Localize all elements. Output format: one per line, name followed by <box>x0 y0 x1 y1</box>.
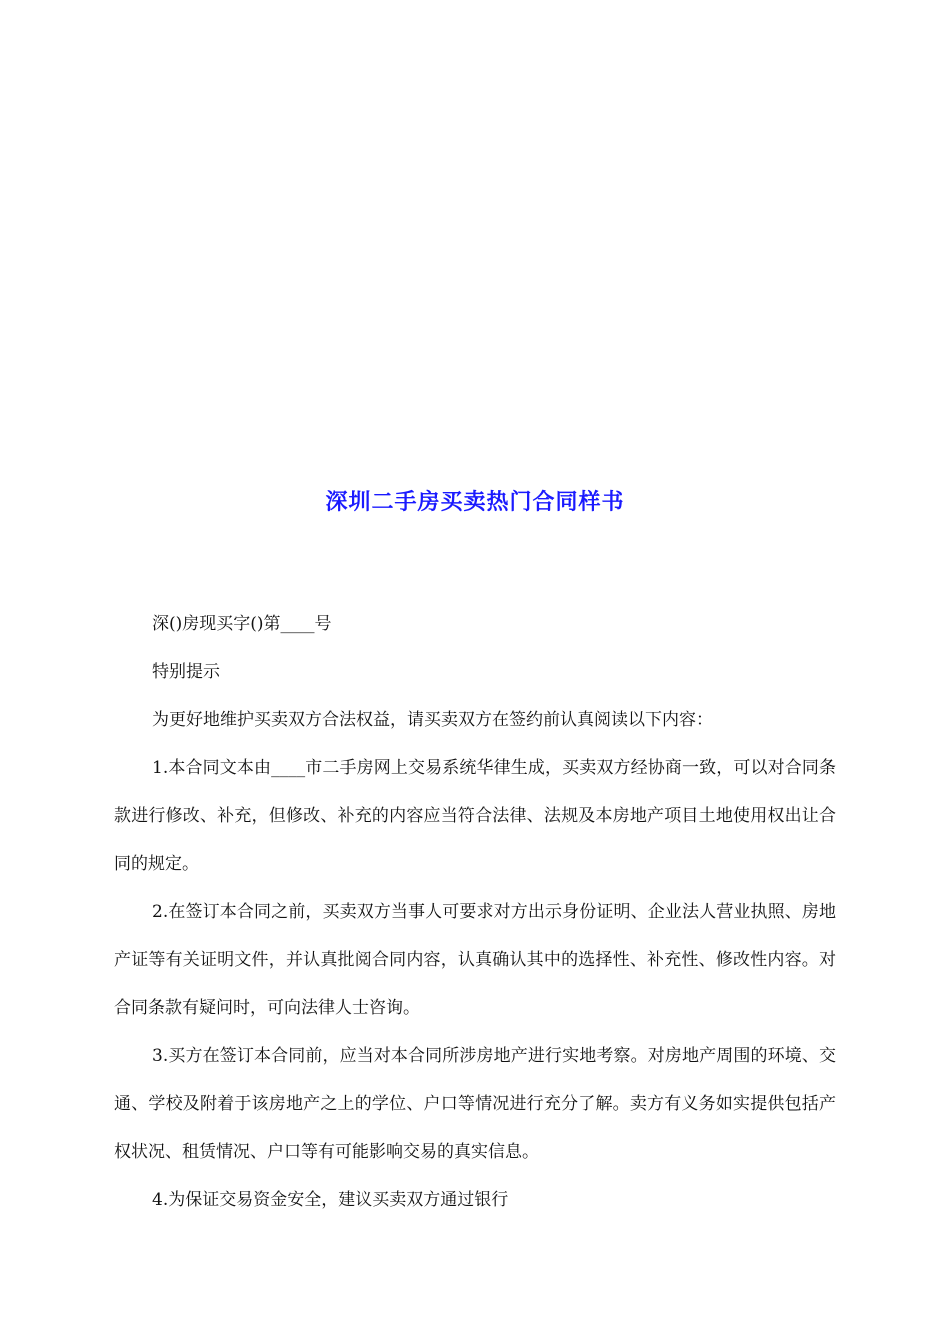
notice-item-1: 1.本合同文本由____市二手房网上交易系统华律生成，买卖双方经协商一致，可以对合同条款进行修改、补充，但修改、补充的内容应当符合法律、法规及本房地产项目土地使用权出让合同的规定。 <box>114 758 836 874</box>
document-body <box>114 600 836 1224</box>
notice-item-2: 2.在签订本合同之前，买卖双方当事人可要求对方出示身份证明、企业法人营业执照、房地产证等有关证明文件，并认真批阅合同内容，认真确认其中的选择性、补充性、修改性内容。对合同条款有疑问时，可向法律人士咨询。 <box>114 902 836 1018</box>
notice-item-4: 4.为保证交易资金安全，建议买卖双方通过银行 <box>152 1190 509 1210</box>
notice-item-3: 3.买方在签订本合同前，应当对本合同所涉房地产进行实地考察。对房地产周围的环境、交通、学校及附着于该房地产之上的学位、户口等情况进行充分了解。卖方有义务如实提供包括产权状况、租赁情况、户口等有可能影响交易的真实信息。 <box>114 1046 836 1162</box>
contract-number-line: 深()房现买字()第____号 <box>152 614 332 634</box>
special-notice-heading: 特别提示 <box>152 662 220 682</box>
document-title: 深圳二手房买卖热门合同样书 <box>325 490 625 515</box>
notice-intro: 为更好地维护买卖双方合法权益，请买卖双方在签约前认真阅读以下内容： <box>152 710 713 730</box>
